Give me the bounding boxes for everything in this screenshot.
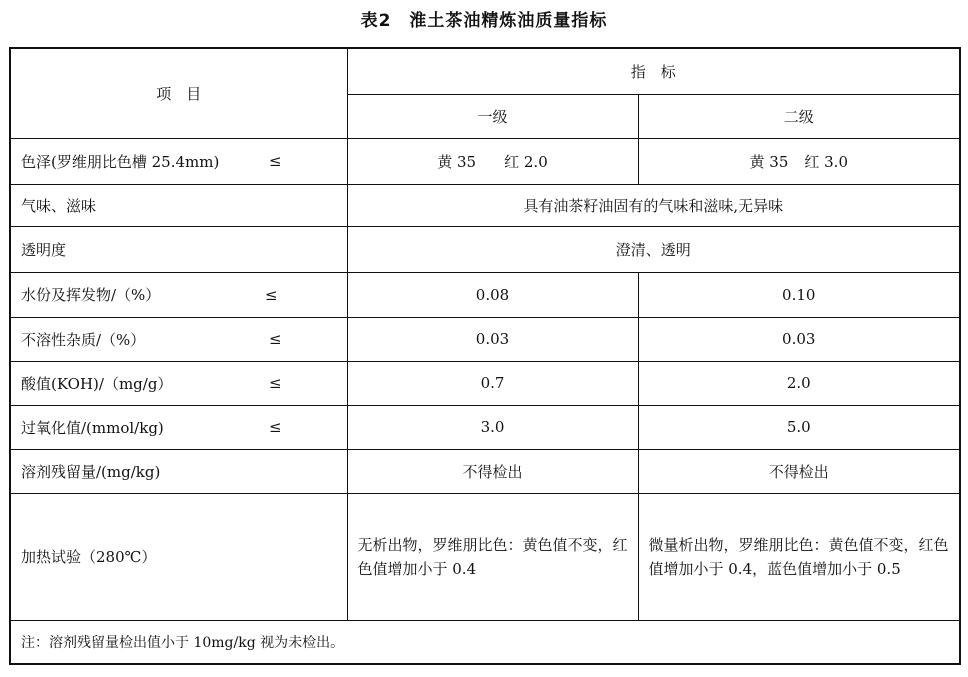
table-row xyxy=(10,405,960,449)
cell-merged: 澄清、透明 xyxy=(347,226,960,272)
table-row xyxy=(10,493,960,620)
cell-grade1: 3.0 xyxy=(347,405,638,449)
cell-grade2: 0.10 xyxy=(638,272,960,317)
table-row xyxy=(10,449,960,493)
row-label: 色泽(罗维朋比色槽 25.4mm) ≤ xyxy=(10,138,347,184)
row-label: 加热试验（280℃） xyxy=(10,493,347,620)
cell-grade2: 2.0 xyxy=(638,361,960,405)
table-row xyxy=(10,138,960,184)
cell-grade1: 不得检出 xyxy=(347,449,638,493)
footnote: 注：溶剂残留量检出值小于 10mg/kg 视为未检出。 xyxy=(10,620,960,664)
table-row xyxy=(10,317,960,361)
row-label: 过氧化值/(mmol/kg) ≤ xyxy=(10,405,347,449)
table-row xyxy=(10,184,960,226)
cell-grade1: 黄 35 红 2.0 xyxy=(347,138,638,184)
table-title: 表2 淮土茶油精炼油质量指标 xyxy=(360,11,608,31)
table-row xyxy=(10,272,960,317)
row-label: 不溶性杂质/（%） ≤ xyxy=(10,317,347,361)
cell-grade2: 0.03 xyxy=(638,317,960,361)
row-label: 气味、滋味 xyxy=(10,184,347,226)
quality-spec-table xyxy=(9,47,961,665)
row-label: 水份及挥发物/（%） ≤ xyxy=(10,272,347,317)
cell-grade2: 微量析出物，罗维朋比色：黄色值不变，红色值增加小于 0.4，蓝色值增加小于 0.5 xyxy=(638,493,960,620)
row-label: 溶剂残留量/(mg/kg) xyxy=(10,449,347,493)
row-label: 透明度 xyxy=(10,226,347,272)
row-label: 酸值(KOH)/（mg/g） ≤ xyxy=(10,361,347,405)
cell-merged: 具有油茶籽油固有的气味和滋味,无异味 xyxy=(347,184,960,226)
table-row xyxy=(10,361,960,405)
cell-grade1: 无析出物，罗维朋比色：黄色值不变，红色值增加小于 0.4 xyxy=(347,493,638,620)
header-indicator: 指 标 xyxy=(347,48,960,94)
cell-grade1: 0.7 xyxy=(347,361,638,405)
table-row xyxy=(10,226,960,272)
cell-grade2: 不得检出 xyxy=(638,449,960,493)
header-grade1: 一级 xyxy=(347,94,638,138)
header-item: 项 目 xyxy=(10,48,347,138)
cell-grade2: 5.0 xyxy=(638,405,960,449)
cell-grade2: 黄 35 红 3.0 xyxy=(638,138,960,184)
cell-grade1: 0.08 xyxy=(347,272,638,317)
header-row xyxy=(10,48,960,94)
cell-grade1: 0.03 xyxy=(347,317,638,361)
note-row xyxy=(10,620,960,664)
header-grade2: 二级 xyxy=(638,94,960,138)
